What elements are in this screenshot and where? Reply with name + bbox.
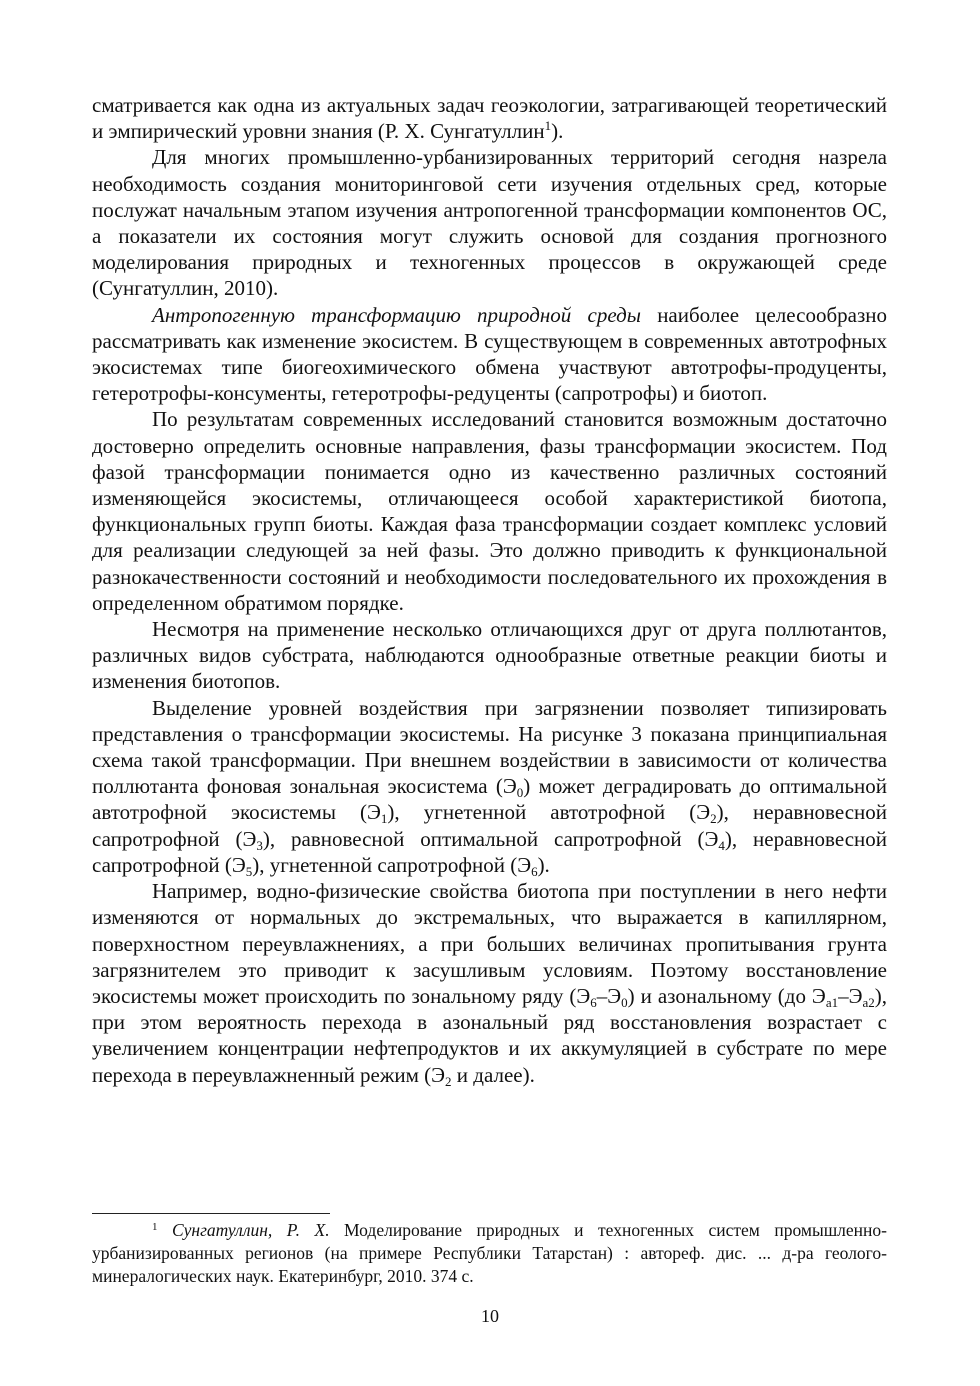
paragraph-6-text: Выделение уровней воздействия при загрязнении позволяет типизировать представления о трансформации экосистемы. На рисунке 3 показана принципиальная схема такой трансформации. При внешнем воздействии в зависимости от количества поллютанта фоновая зональная экосистема (Э (92, 695, 887, 799)
paragraph-7 (92, 878, 887, 1088)
footnote (92, 1219, 887, 1288)
subscript: 0 (516, 785, 524, 801)
paragraph-7-text: –Э (838, 983, 863, 1008)
subscript: 5 (245, 863, 253, 879)
paragraph-6-text: ). (537, 852, 550, 877)
paragraph-4: По результатам современных исследований становится возможным достаточно достоверно определить основные направления, фазы трансформации экосистем. Под фазой трансформации понимается одно из качественно различных состояний изменяющейся экосистемы, отличающееся особой характеристикой биотопа, функциональных групп биоты. Каждая фаза трансформации создает комплекс условий для реализации следующей за ней фазы. Это должно приводить к функциональной разнокачественности состояний и необходимости последовательного их прохождения в определенном обратимом порядке. (92, 407, 887, 615)
footnote-reference[interactable]: 1 (544, 118, 552, 134)
paragraph-6-text: ), угнетенной сапротрофной (Э (252, 852, 532, 877)
paragraph-6-text: ), угнетенной автотрофной (Э (387, 800, 711, 825)
subscript: 1 (380, 811, 388, 827)
subscript: 0 (621, 994, 628, 1010)
paragraph-6-text: ), неравновесной сапротрофной (Э (92, 826, 887, 877)
footnote-divider (92, 1213, 330, 1214)
page-number: 10 (481, 1306, 499, 1326)
paragraph-6-text: ), равновесной оптимальной сапротрофной (Э (262, 826, 719, 851)
paragraph-7-text: ) и азональному (до Э (627, 983, 826, 1008)
subscript: 2 (445, 1073, 452, 1089)
footnote-text: Моделирование природных и техногенных систем промышленно-урбанизированных регионов (на примере Республики Татарстан) : автореф. дис. ... д-ра геолого-минералогических наук. Екатеринбург, 2010. 374 с. (92, 1220, 887, 1286)
emphasis-term: Антропогенную трансформацию природной среды (152, 302, 641, 327)
subscript: 3 (256, 837, 263, 853)
paragraph-6-text: ) может деградировать до оптимальной автотрофной экосистемы (Э (92, 774, 887, 825)
footnote-marker: 1 (152, 1221, 158, 1233)
paragraph-6-text: ), неравновесной сапротрофной (Э (92, 800, 887, 851)
paragraph-6 (92, 695, 887, 878)
paragraph-1-tail: ). (551, 119, 564, 144)
paragraph-3-text: наиболее целесообразно рассматривать как изменение экосистем. В существующем в современных автотрофных экосистемах типе биогеохимического обмена участвуют автотрофы-продуценты, гетеротрофы-консументы, гетеротрофы-редуценты (сапротрофы) и биотоп. (92, 302, 887, 406)
paragraph-1 (92, 92, 887, 144)
paragraph-2: Для многих промышленно-урбанизированных территорий сегодня назрела необходимость создания мониторинговой сети изучения отдельных сред, которые послужат начальным этапом изучения антропогенной трансформации компонентов ОС, а показатели их состояния могут служить основой для создания прогнозного моделирования природных и техногенных процессов в окружающей среде (Сунгатуллин, 2010). (92, 145, 887, 301)
page-body (92, 92, 887, 1088)
paragraph-1-text: сматривается как одна из актуальных задач геоэкологии, затрагивающей теоретический и эмпирический уровни знания (Р. Х. Сунгатуллин (92, 93, 887, 144)
subscript: а1 (825, 994, 839, 1010)
paragraph-7-text: и далее). (451, 1062, 535, 1087)
paragraph-7-text: Например, водно-физические свойства биотопа при поступлении в него нефти изменяются от нормальных до экстремальных, что выражается в капиллярном, поверхностном переувлажнениях, а при больших величинах пропитывания грунта загрязнителем это приводит к засушливым условиям. Поэтому восстановление экосистемы может происходить по зональному ряду (Э (92, 879, 887, 1008)
paragraph-7-text: ), при этом вероятность перехода в азональный ряд восстановления возрастает с увеличением концентрации нефтепродуктов и их аккумуляцией в субстрате по мере перехода в переувлажненный режим (Э (92, 983, 887, 1087)
paragraph-7-text: –Э (596, 983, 622, 1008)
subscript: а2 (862, 994, 875, 1010)
paragraph-5: Несмотря на применение несколько отличающихся друг от друга поллютантов, различных видов субстрата, наблюдаются однообразные ответные реакции биоты и изменения биотопов. (92, 617, 887, 694)
subscript: 6 (531, 863, 538, 879)
subscript: 6 (590, 994, 597, 1010)
footnote-author: Сунгатуллин, Р. Х. (171, 1220, 330, 1240)
subscript: 4 (718, 837, 725, 853)
subscript: 2 (710, 811, 717, 827)
paragraph-3 (92, 302, 887, 407)
